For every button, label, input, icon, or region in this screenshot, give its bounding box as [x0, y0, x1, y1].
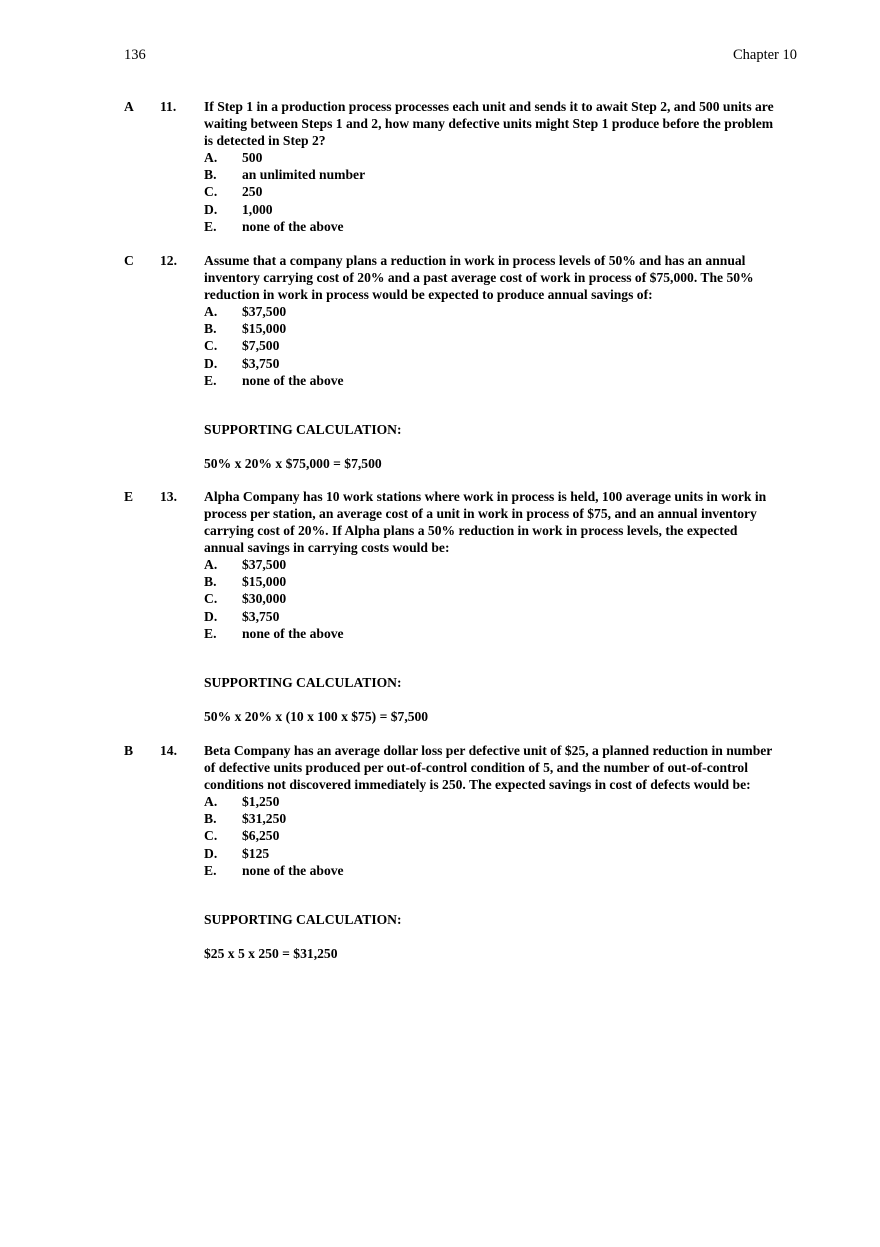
option-text: an unlimited number — [242, 167, 366, 183]
option-text: 1,000 — [242, 201, 273, 217]
option-text: $37,500 — [242, 304, 287, 319]
option-text: $15,000 — [242, 321, 287, 337]
supporting-calculation: $25 x 5 x 250 = $31,250 — [204, 946, 338, 961]
answer-key: A — [124, 99, 134, 114]
option-letter: A. — [204, 794, 218, 809]
option-letter: D. — [204, 355, 218, 371]
option-text: 500 — [242, 150, 263, 165]
option-d — [204, 355, 604, 372]
question-number: 11. — [160, 99, 177, 114]
options-list — [204, 303, 604, 389]
question-number: 14. — [160, 743, 177, 758]
option-letter: D. — [204, 845, 218, 861]
page-number: 136 — [124, 47, 146, 63]
option-letter: B. — [204, 321, 217, 337]
option-letter: D. — [204, 201, 218, 217]
option-letter: B. — [204, 574, 217, 590]
option-e — [204, 862, 604, 879]
option-letter: A. — [204, 557, 218, 572]
option-text: $3,750 — [242, 355, 280, 371]
option-d — [204, 845, 604, 862]
options-list — [204, 556, 604, 642]
option-c — [204, 337, 604, 354]
option-text: none of the above — [242, 372, 344, 388]
option-letter: B. — [204, 167, 217, 183]
option-e — [204, 625, 604, 642]
option-letter: E. — [204, 372, 217, 388]
option-text: $6,250 — [242, 828, 280, 844]
question-stem: Beta Company has an average dollar loss per defective unit of $25, a planned reduction in number of defective units produced per out-of-control condition of 5, and the number of out-of-control conditions not discovered immediately is 250. The expected savings in cost of defects would be: — [204, 743, 773, 792]
supporting-calculation: 50% x 20% x (10 x 100 x $75) = $7,500 — [204, 709, 429, 724]
option-letter: C. — [204, 591, 218, 607]
answer-key: C — [124, 253, 134, 268]
option-letter: B. — [204, 811, 217, 827]
options-list — [204, 793, 604, 879]
option-text: none of the above — [242, 218, 344, 234]
option-text: $1,250 — [242, 794, 280, 809]
option-b — [204, 166, 604, 183]
option-letter: A. — [204, 304, 218, 319]
option-b — [204, 573, 604, 590]
answer-key: E — [124, 489, 134, 504]
option-text: 250 — [242, 184, 263, 200]
option-text: $125 — [242, 845, 270, 861]
option-text: $37,500 — [242, 557, 287, 572]
supporting-calculation: 50% x 20% x $75,000 = $7,500 — [204, 456, 382, 471]
option-c — [204, 827, 604, 844]
option-letter: E. — [204, 218, 217, 234]
answer-key: B — [124, 743, 134, 758]
option-text: $30,000 — [242, 591, 287, 607]
option-letter: E. — [204, 862, 217, 878]
options-list — [204, 149, 604, 235]
option-text: none of the above — [242, 625, 344, 641]
option-d — [204, 608, 604, 625]
option-letter: C. — [204, 338, 218, 354]
option-a — [204, 149, 604, 166]
question-stem: Alpha Company has 10 work stations where work in process is held, 100 average units in work in process per station, an average cost of a unit in work in process of $75, and an annual inventory carrying cost of 20%. If Alpha plans a 50% reduction in work in process levels, the expected annual savings in carrying costs would be: — [204, 489, 767, 555]
option-text: $15,000 — [242, 574, 287, 590]
chapter-title: Chapter 10 — [732, 47, 797, 63]
option-text: none of the above — [242, 862, 344, 878]
option-e — [204, 372, 604, 389]
option-a — [204, 303, 604, 320]
option-b — [204, 320, 604, 337]
option-letter: E. — [204, 625, 217, 641]
question-number: 12. — [160, 253, 177, 268]
option-letter: A. — [204, 150, 218, 165]
option-text: $31,250 — [242, 811, 287, 827]
option-text: $3,750 — [242, 608, 280, 624]
option-e — [204, 218, 604, 235]
supporting-calculation-label: SUPPORTING CALCULATION: — [204, 912, 402, 927]
question-stem: Assume that a company plans a reduction in work in process levels of 50% and has an annual inventory carrying cost of 20% and a past average cost of work in process of $75,000. The 50% reduction in work in process would be expected to produce annual savings of: — [204, 253, 754, 302]
option-a — [204, 556, 604, 573]
option-c — [204, 590, 604, 607]
option-c — [204, 183, 604, 200]
supporting-calculation-label: SUPPORTING CALCULATION: — [204, 422, 402, 437]
option-letter: C. — [204, 184, 218, 200]
question-stem: If Step 1 in a production process processes each unit and sends it to await Step 2, and 500 units are waiting between Steps 1 and 2, how many defective units might Step 1 produce before the problem is detected in Step 2? — [204, 99, 774, 148]
option-text: $7,500 — [242, 338, 280, 354]
option-a — [204, 793, 604, 810]
supporting-calculation-label: SUPPORTING CALCULATION: — [204, 675, 402, 690]
question-number: 13. — [160, 489, 177, 504]
option-d — [204, 201, 604, 218]
option-b — [204, 810, 604, 827]
option-letter: D. — [204, 608, 218, 624]
option-letter: C. — [204, 828, 218, 844]
